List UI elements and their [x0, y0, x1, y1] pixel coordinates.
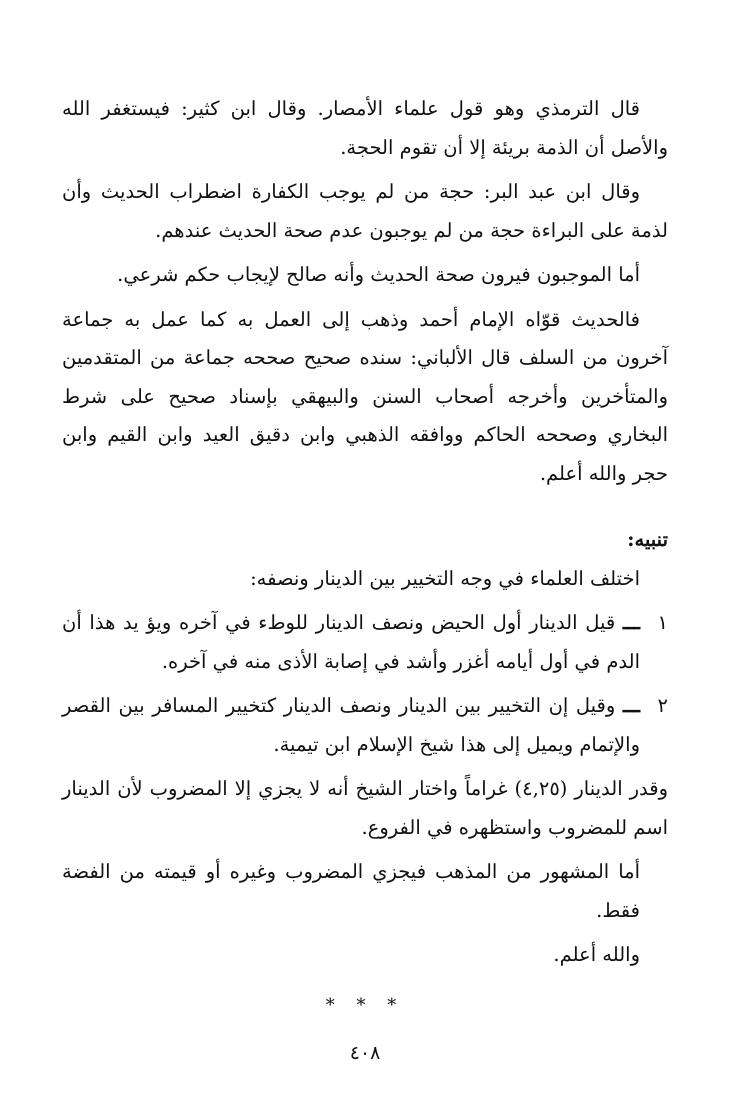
item-text: وقيل إن التخيير بين الدينار ونصف الدينار كتخيير المسافر بين القصر والإتمام ويميل إلى هذا شيخ الإسلام ابن تيمية.: [62, 694, 640, 756]
page-body: [62, 90, 668, 1064]
item-body: [62, 687, 640, 764]
list-item: [62, 687, 668, 764]
item-dash: ـــ: [622, 694, 640, 717]
paragraph-madhhab: أما المشهور من المذهب فيجزي المضروب وغيره أو قيمته من الفضة فقط.: [62, 860, 640, 922]
paragraph-mujibun: أما الموجبون فيرون صحة الحديث وأنه صالح لإيجاب حكم شرعي.: [117, 263, 640, 286]
paragraph-tirmidhi: قال الترمذي وهو قول علماء الأمصار. وقال ابن كثير: فيستغفر الله والأصل أن الذمة بريئة إلا أن تقوم الحجة.: [62, 97, 668, 159]
paragraph-dinar-weight: وقدر الدينار (٤,٢٥) غراماً واختار الشيخ أنه لا يجزي إلا المضروب لأن الدينار اسم للمضروب واستظهره في الفروع.: [62, 777, 668, 839]
notice-heading: تنبيه:: [627, 528, 668, 551]
item-number: ٢: [657, 694, 668, 717]
item-dash: ـــ: [622, 611, 641, 634]
list-item: [62, 604, 668, 681]
paragraph-ibn-abd-al-barr: وقال ابن عبد البر: حجة من لم يوجب الكفارة اضطراب الحديث وأن لذمة على البراءة حجة من لم يوجبون عدم صحة الحديث عندهم.: [62, 180, 668, 242]
item-body: [62, 604, 640, 681]
page-number: ٤٠٨: [349, 1041, 381, 1064]
closing-line: والله أعلم.: [553, 943, 640, 966]
section-ornament: * * *: [325, 994, 405, 1016]
item-text: قيل الدينار أول الحيض ونصف الدينار للوطء في آخره ويؤ يد هذا أن الدم في أول أيامه أغزر وأشد في إصابة الأذى منه في آخره.: [62, 611, 640, 673]
notice-intro: اختلف العلماء في وجه التخيير بين الدينار ونصفه:: [250, 566, 640, 590]
paragraph-hadith-grading: فالحديث قوّاه الإمام أحمد وذهب إلى العمل به كما عمل به جماعة آخرون من السلف قال الألباني: سنده صحيح صححه جماعة من المتقدمين والمتأخرين وأخرجه أصحاب السنن والبيهقي بإسناد صحيح على شرط البخاري وصححه الحاكم ووافقه الذهبي وابن دقيق العيد وابن القيم وابن حجر والله أعلم.: [62, 307, 668, 485]
item-number: ١: [657, 611, 668, 634]
